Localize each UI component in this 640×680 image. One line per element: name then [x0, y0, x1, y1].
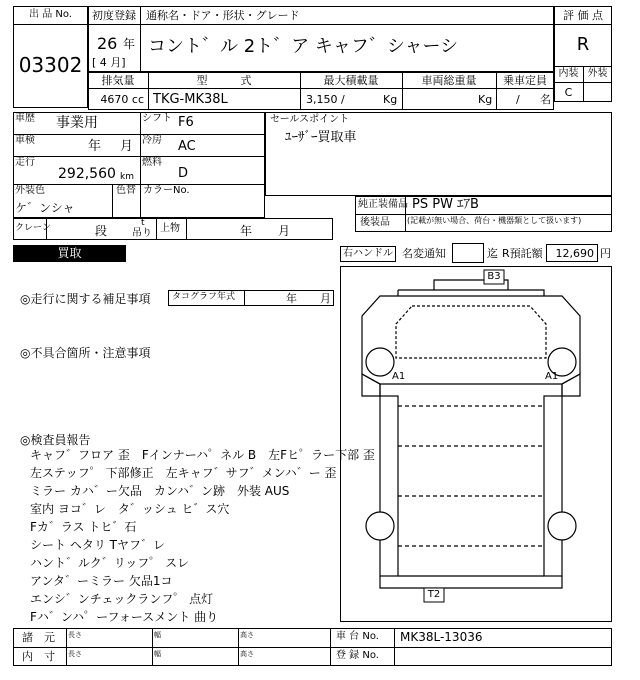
interior-size-label: 内 寸	[22, 650, 55, 663]
frame-rail-right	[544, 396, 562, 576]
name-change-label: 名変通知	[402, 247, 446, 260]
first-reg-year-unit: 年	[123, 37, 136, 51]
capacity-value: /	[516, 93, 520, 106]
inspection-month: 月	[120, 139, 134, 154]
wheel-rear-right	[548, 512, 576, 540]
gross-weight-unit: Kg	[478, 93, 493, 106]
history-label: 車歴	[15, 113, 35, 124]
report-line: ハント゛ルク゛リッフ゜ スレ	[30, 556, 190, 570]
recycle-label: R預託額	[502, 247, 543, 260]
driving-notes-label: ◎走行に関する補足事項	[20, 292, 151, 306]
first-reg-label: 初度登録	[92, 9, 136, 22]
report-line: アンタ゛ーミラー 欠品1コ	[30, 574, 173, 588]
equipment-value: PS PW ｴｱB	[412, 197, 479, 212]
ac-label: 冷房	[142, 135, 162, 146]
crane-stage: 段	[95, 224, 108, 238]
registration-label: 登 録 No.	[336, 650, 379, 661]
interior-grade: C	[564, 86, 573, 99]
fuel-value: D	[178, 166, 189, 181]
report-line: Fハ゛ンハ゜ーフォースメント 曲り	[30, 610, 219, 624]
fuel-label: 燃料	[142, 157, 162, 168]
upper-label: 上物	[160, 223, 180, 234]
car-name-label: 通称名・ドア・形状・グレード	[146, 9, 300, 22]
crane-label: クレーン	[15, 223, 51, 233]
report-line: ミラー カハ゛ー欠品 カンハ゛ン跡 外装 AUS	[30, 484, 290, 498]
lot-label: 出 品 No.	[29, 9, 72, 20]
color-change-label: 色替	[116, 185, 136, 196]
color-no-label: カラーNo.	[143, 185, 190, 196]
tachograph-year: 年	[286, 292, 297, 305]
shift-value: F6	[178, 115, 194, 130]
report-line: エンシ゛ンチェックランフ゜ 点灯	[30, 592, 214, 606]
report-line: Fカ゛ラス トヒ゛石	[30, 520, 137, 534]
history-value: 事業用	[56, 115, 98, 131]
interior-grade-label: 内装	[558, 68, 579, 79]
inspector-report-label: ◎検査員報告	[20, 433, 91, 447]
ac-value: AC	[178, 139, 196, 154]
frame-rail-left	[380, 396, 398, 576]
mileage-label: 走行	[15, 157, 35, 168]
capacity-unit: 名	[540, 93, 551, 106]
upper-month: 月	[278, 224, 291, 238]
report-line: キャフ゛フロア 歪 Fインナーハ゜ネル B 左Fヒ゜ラー下部 歪	[30, 448, 375, 462]
model-label: 型 式	[196, 74, 252, 87]
recycle-mark: 迄	[487, 247, 498, 260]
truck-diagram	[340, 266, 612, 622]
kaitori-badge: 買取	[13, 245, 126, 262]
lot-number: 03302	[18, 53, 83, 77]
car-name: コント゛ル 2ト゛ア キャフ゛シャーシ	[148, 36, 459, 57]
recycle-unit: 円	[600, 247, 611, 260]
equipment-label: 純正装備品	[358, 199, 408, 210]
tachograph-month: 月	[320, 292, 331, 305]
interior-width-label: 幅	[154, 650, 161, 658]
report-line: 室内 ヨコ゛レ タ゛ッシュ ヒ゛ス穴	[30, 502, 230, 516]
mark-t2: T2	[427, 589, 441, 600]
interior-length-label: 長さ	[68, 650, 82, 658]
interior-height-label: 高さ	[240, 650, 254, 658]
first-reg-year: 26	[97, 34, 118, 53]
chassis-label: 車 台 No.	[336, 631, 379, 642]
tachograph-label: タコグラフ年式	[172, 292, 236, 302]
shift-label: シフト	[142, 113, 172, 124]
inspection-label: 車検	[15, 135, 35, 146]
color-label: 外装色	[15, 185, 45, 196]
grade-value: R	[576, 34, 590, 55]
wheel-front-left	[366, 348, 394, 376]
max-load-value: 3,150 /	[306, 93, 345, 106]
chassis-number: MK38L-13036	[400, 630, 483, 644]
crane-ton: t	[141, 218, 145, 228]
aftermarket-label: 後装品	[360, 217, 390, 228]
mark-a1-left: A1	[392, 371, 406, 382]
report-line: シート ヘタリ Tヤフ゛レ	[30, 538, 165, 552]
max-load-unit: Kg	[383, 93, 398, 106]
specs-width-label: 幅	[154, 631, 161, 639]
mark-a1-right: A1	[545, 371, 559, 382]
aftermarket-note: (記載が無い場合、荷台・機器類として扱います)	[407, 216, 582, 225]
gross-weight-label: 車両総重量	[421, 74, 477, 87]
model-value: TKG-MK38L	[153, 92, 228, 107]
upper-year: 年	[240, 224, 253, 238]
displacement-label: 排気量	[101, 74, 135, 87]
capacity-label: 乗車定員	[503, 74, 547, 87]
first-reg-month: [ 4 月]	[92, 56, 126, 69]
inspection-year: 年	[88, 139, 102, 154]
mileage-value: 292,560	[58, 166, 116, 182]
crane-hang: 吊り	[132, 228, 152, 239]
mileage-unit: km	[120, 172, 134, 182]
report-line: 左ステッフ゜ 下部修正 左キャフ゛サフ゛メンハ゛ー 歪	[30, 466, 337, 480]
displacement-value: 4670 cc	[100, 93, 144, 106]
wheel-rear-left	[366, 512, 394, 540]
specs-label: 諸 元	[22, 631, 55, 644]
name-change-field	[452, 243, 484, 263]
max-load-label: 最大積載量	[323, 74, 379, 87]
windshield	[396, 306, 546, 358]
grade-label: 評 価 点	[563, 9, 603, 22]
mark-b3: B3	[487, 271, 501, 282]
sales-point-label: セールスポイント	[270, 114, 350, 125]
color-value: ケ゛ンシャ	[15, 201, 75, 215]
specs-length-label: 長さ	[68, 631, 82, 639]
defects-label: ◎不具合箇所・注意事項	[20, 346, 151, 360]
specs-height-label: 高さ	[240, 631, 254, 639]
exterior-grade-label: 外装	[587, 68, 608, 79]
steering-value: 右ハンドル	[343, 248, 393, 259]
recycle-amount: 12,690	[555, 247, 594, 260]
sales-point-value: ﾕｰｻﾞｰ買取車	[285, 130, 357, 145]
